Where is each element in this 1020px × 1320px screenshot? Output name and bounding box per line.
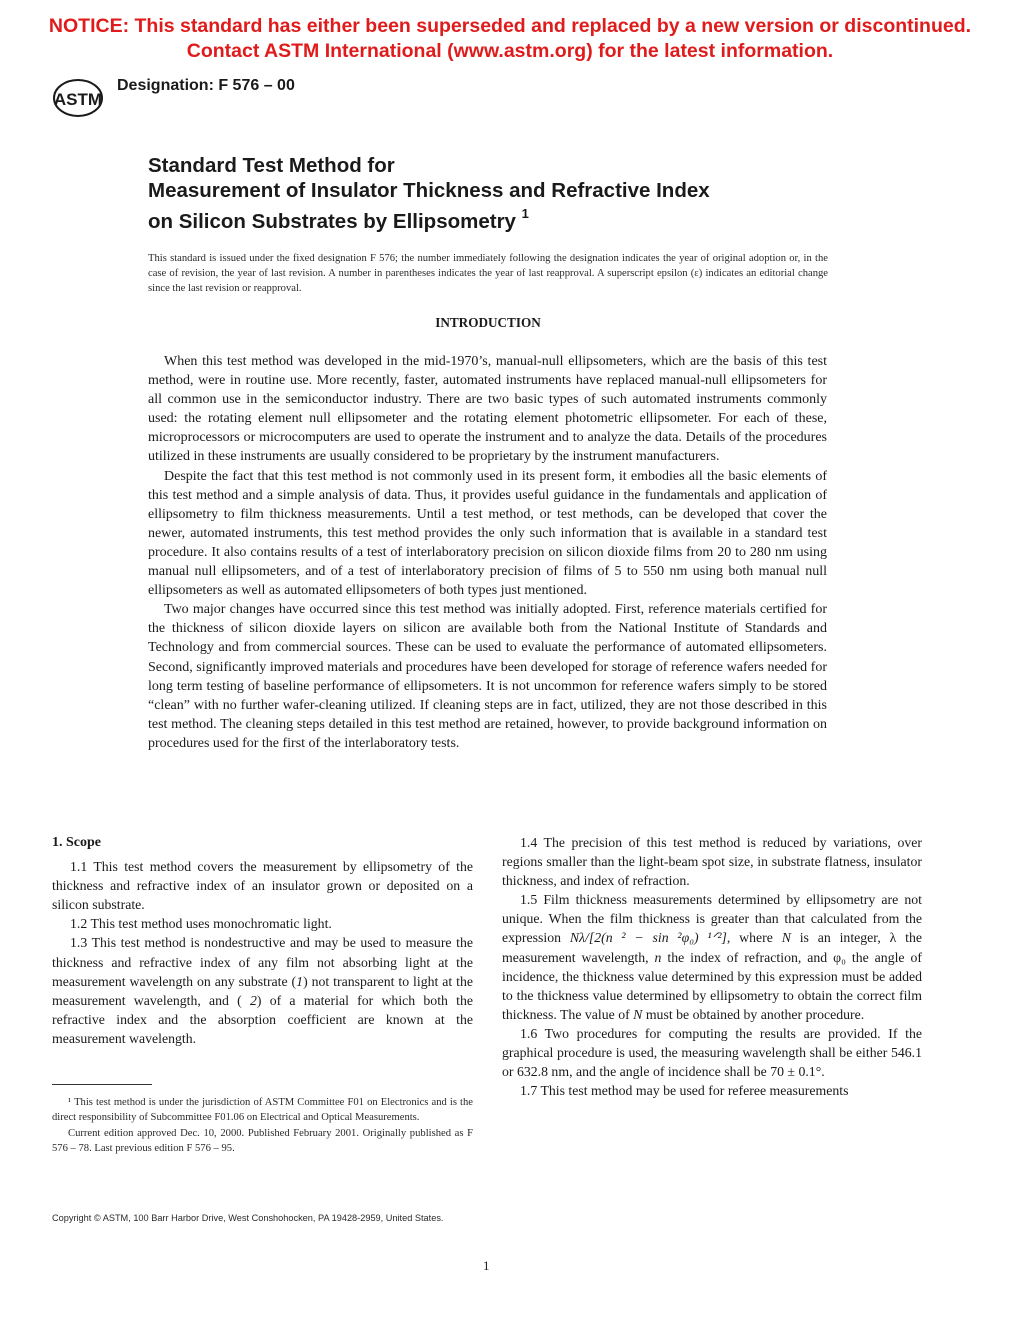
- title-line-1: Standard Test Method for: [148, 154, 395, 177]
- notice-line-2: Contact ASTM International (www.astm.org) for the latest information.: [186, 40, 834, 62]
- section-1-6: 1.6 Two procedures for computing the results are provided. If the graphical procedure is used, the measuring wavelength shall be either 546.1 or 632.8 nm, and the angle of incidence shall be 70 ± 0.1°.: [502, 1025, 922, 1080]
- scope-heading: 1. Scope: [52, 835, 101, 850]
- variable-n-upper: N: [633, 1006, 643, 1022]
- footnote-edition: Current edition approved Dec. 10, 2000. Published February 2001. Originally published as F 576 – 78. Last previous edition F 576 – 95.: [52, 1127, 473, 1155]
- thickness-expression: Nλ/[2(n ² − sin ²φ₀) ¹ᐟ²]: [569, 930, 727, 946]
- section-1-5-part: the index of refraction, and φ₀ the angle of incidence, the thickness value determined by this expression must be added to the thickness value determined by ellipsometry to obtain the correct film thickness. The value of: [502, 949, 923, 1022]
- variable-n-lower: n: [654, 949, 662, 965]
- page-number: 1: [483, 1258, 490, 1273]
- section-1-3-part: 1.3 This test method is nondestructive and may be used to measure the thickness and refractive index of any film not absorbing light at the measurement wavelength on any substrate (: [52, 935, 473, 989]
- left-column: [52, 833, 473, 1048]
- issued-note: This standard is issued under the fixed designation F 576; the number immediately following the designation indicates the year of original adoption or, in the case of revision, the year of last revision. A number in parentheses indicates the year of last reapproval. A superscript epsilon (ε) indicates an editorial change since the last revision or reapproval.: [148, 253, 828, 294]
- footnote-rule: [52, 1084, 152, 1085]
- intro-paragraph: Two major changes have occurred since this test method was initially adopted. First, reference materials certified for the thickness of silicon dioxide layers on silicon are available both from the National Institute of Standards and Technology and from commercial sources. These can be used to evaluate the performance of automated ellipsometers. Second, significantly improved materials and procedures have been developed for storage of reference wafers needed for long term testing of baseline performance of ellipsometers. It is not uncommon for reference wafers simply to be stored “clean” with no further wafer-cleaning utilized. If cleaning steps are in fact, utilized, they are not those described in this test method. The cleaning steps detailed in this test method are retained, however, to provide background information on procedures used for the first of the interlaboratory tests.: [148, 602, 827, 751]
- astm-logo-icon: [52, 78, 104, 118]
- section-1-3: [52, 933, 473, 1048]
- title-line-3: [148, 203, 908, 234]
- section-1-5-part: 1.5 Film thickness measurements determined by ellipsometry are not unique. When the film thickness is greater than that calculated from the expression: [502, 892, 922, 946]
- introduction-heading: INTRODUCTION: [435, 315, 541, 330]
- section-1-7: 1.7 This test method may be used for referee measurements: [520, 1083, 849, 1099]
- document-title: [148, 153, 908, 234]
- title-footnote-mark: 1: [521, 206, 529, 221]
- section-1-5: [502, 890, 922, 1024]
- section-1-5-part: must be obtained by another procedure.: [642, 1006, 865, 1022]
- notice-line-1: NOTICE: This standard has either been superseded and replaced by a new version or discontinued.: [48, 15, 972, 37]
- footnote-1: ¹ This test method is under the jurisdiction of ASTM Committee F01 on Electronics and is the direct responsibility of Subcommittee F01.06 on Electrical and Optical Measurements.: [52, 1097, 473, 1124]
- variable-n-upper: N: [781, 930, 791, 946]
- intro-paragraph: Despite the fact that this test method is not commonly used in its present form, it embodies all the basic elements of this test method and a simple analysis of data. Thus, it provides useful guidance in the fundamentals and application of ellipsometry to film thickness measurements. Until a test method, or test methods, can be developed that cover the newer, automated instruments, this test method provides the only such information that is available in a standard test procedure. It also contains results of a test of interlaboratory precision on silicon dioxide films from 20 to 280 nm using manual null ellipsometers, and of a test of interlaboratory precision of films of 5 to 550 nm using both manual null ellipsometers as well as automated ellipsometers of both types just mentioned.: [148, 468, 827, 599]
- item-number: 1: [296, 973, 304, 989]
- footnotes: [52, 1095, 473, 1157]
- section-1-1: 1.1 This test method covers the measurement by ellipsometry of the thickness and refractive index of an insulator grown or deposited on a silicon substrate.: [52, 859, 473, 913]
- section-1-3-part: ) not transparent to light at the measurement wavelength, and (: [52, 973, 473, 1008]
- logo-text: ASTM: [53, 90, 103, 109]
- section-1-5-part: is an integer, λ the measurement wavelength,: [502, 930, 922, 965]
- section-1-2: 1.2 This test method uses monochromatic light.: [70, 916, 332, 932]
- copyright: Copyright © ASTM, 100 Barr Harbor Drive, West Conshohocken, PA 19428-2959, United States.: [52, 1213, 444, 1223]
- introduction-body: [148, 352, 827, 753]
- section-1-3-part: ) of a material for which both the refractive index and the absorption coefficient are known at the measurement wavelength.: [52, 992, 473, 1046]
- title-line-3-text: on Silicon Substrates by Ellipsometry: [148, 209, 516, 233]
- item-number: 2: [241, 992, 257, 1008]
- section-1-5-part: , where: [726, 930, 782, 946]
- intro-paragraph: When this test method was developed in the mid-1970’s, manual-null ellipsometers, which are the basis of this test method, were in routine use. More recently, faster, automated instruments have replaced manual-null ellipsometers for all common use in the semiconductor industry. There are two basic types of such automated instruments commonly used: the rotating element null ellipsometer and the rotating element photometric ellipsometer. For each of these, microprocessors or microcomputers are used to operate the instrument and to analyze the data. Details of the procedures utilized in these instruments are usually considered to be proprietary by the instrument manufacturers.: [148, 354, 827, 465]
- title-line-2: Measurement of Insulator Thickness and Refractive Index: [148, 179, 710, 202]
- section-1-4: 1.4 The precision of this test method is reduced by variations, over regions smaller than the light-beam spot size, in substrate flatness, insulator thickness, and index of refraction.: [502, 835, 922, 889]
- notice-banner: [0, 14, 1020, 64]
- designation: Designation: F 576 – 00: [117, 77, 295, 94]
- right-column: [502, 833, 922, 1100]
